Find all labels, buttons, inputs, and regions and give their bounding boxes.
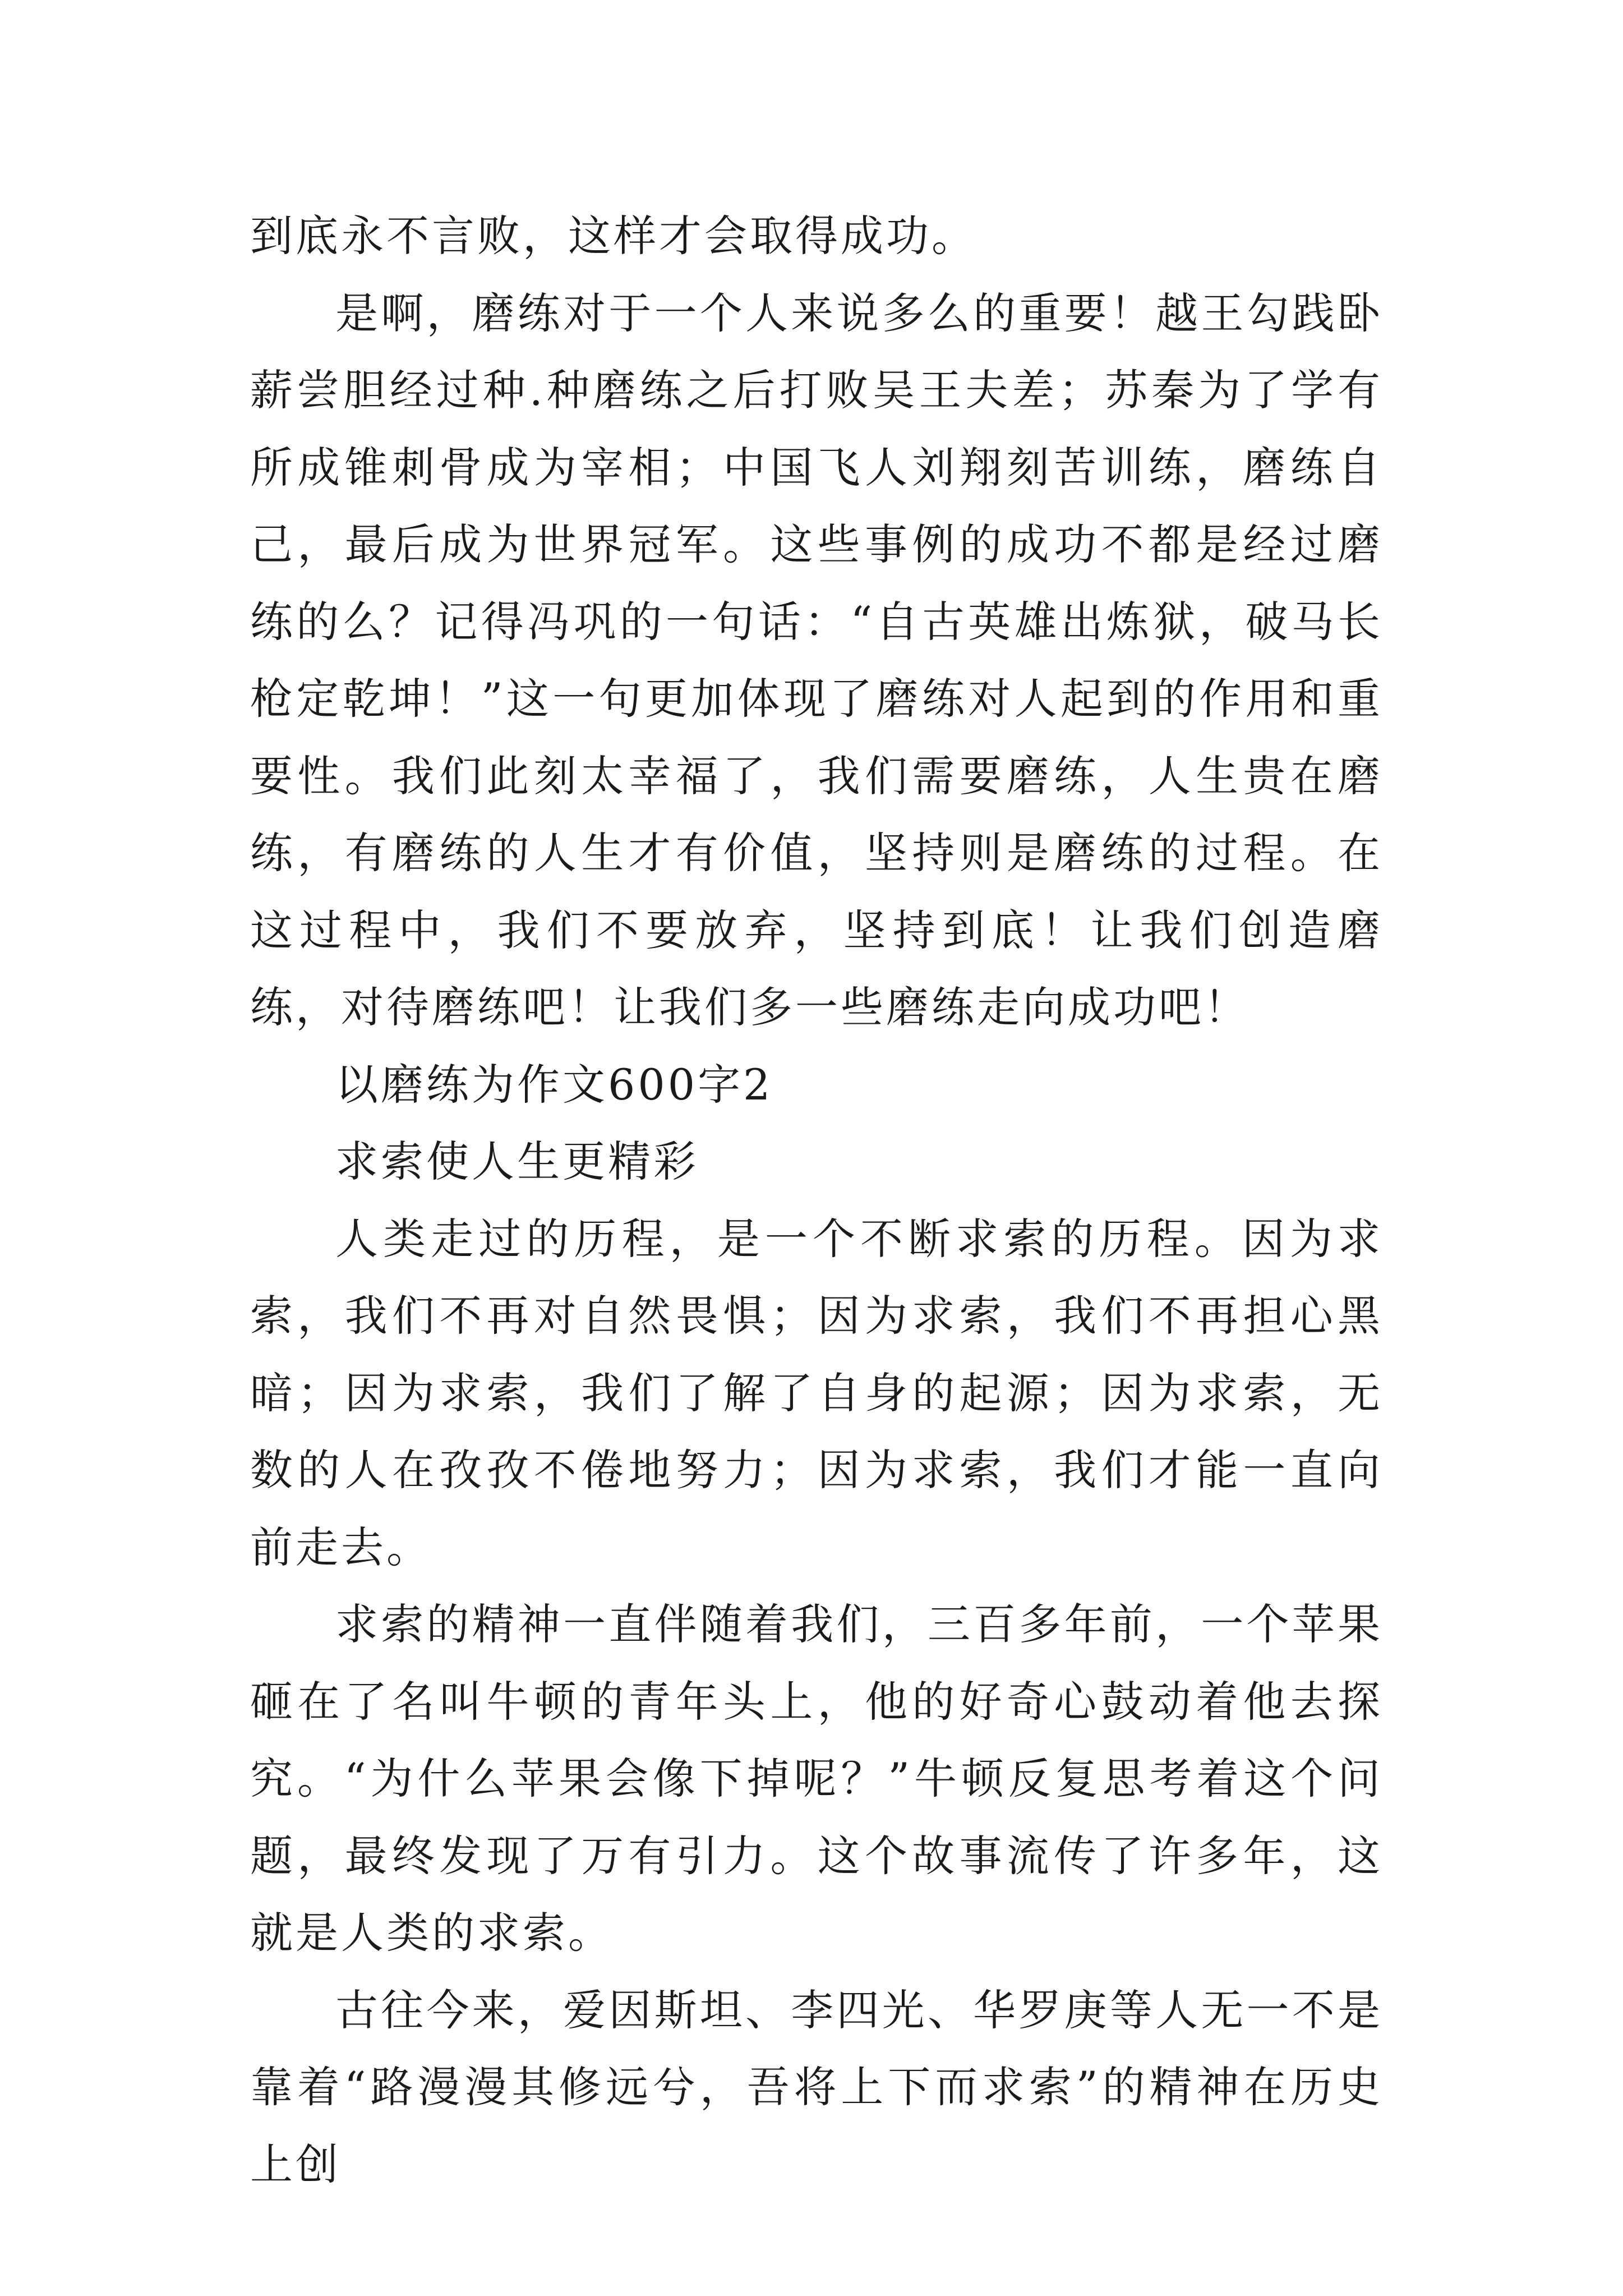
paragraph-human-history: 人类走过的历程，是一个不断求索的历程。因为求索，我们不再对自然畏惧；因为求索，我们不再担心黑暗；因为求索，我们了解了自身的起源；因为求索，无数的人在孜孜不倦地努力；因为求索，我们才能一直向前走去。 [250,1213,1383,1572]
essay-title: 求索使人生更精彩 [335,1137,699,1186]
paragraph-continuation: 到底永不言败，这样才会取得成功。 [250,211,977,261]
paragraph-mojian-importance: 是啊，磨练对于一个人来说多么的重要！越王勾践卧薪尝胆经过种.种磨练之后打败吴王夫差；苏秦为了学有所成锥刺骨成为宰相；中国飞人刘翔刻苦训练，磨练自己，最后成为世界冠军。这些事例的成功不都是经过磨练的么？记得冯巩的一句话：“自古英雄出炼狱，破马长枪定乾坤！”这一句更加体现了磨练对人起到的作用和重要性。我们此刻太幸福了，我们需要磨练，人生贵在磨练，有磨练的人生才有价值，坚持则是磨练的过程。在这过程中，我们不要放弃，坚持到底！让我们创造磨练，对待磨练吧！让我们多一些磨练走向成功吧！ [250,288,1383,1032]
paragraph-newton: 求索的精神一直伴随着我们，三百多年前，一个苹果砸在了名叫牛顿的青年头上，他的好奇心鼓动着他去探究。“为什么苹果会像下掉呢？”牛顿反复思考着这个问题，最终发现了万有引力。这个故事流传了许多年，这就是人类的求索。 [250,1599,1383,1958]
essay-heading: 以磨练为作文600字2 [335,1059,773,1110]
text-column [250,197,1383,2203]
paragraph-scientists: 古往今来，爱因斯坦、李四光、华罗庚等人无一不是靠着“路漫漫其修远兮，吾将上下而求索”的精神在历史上创 [250,1985,1383,2189]
